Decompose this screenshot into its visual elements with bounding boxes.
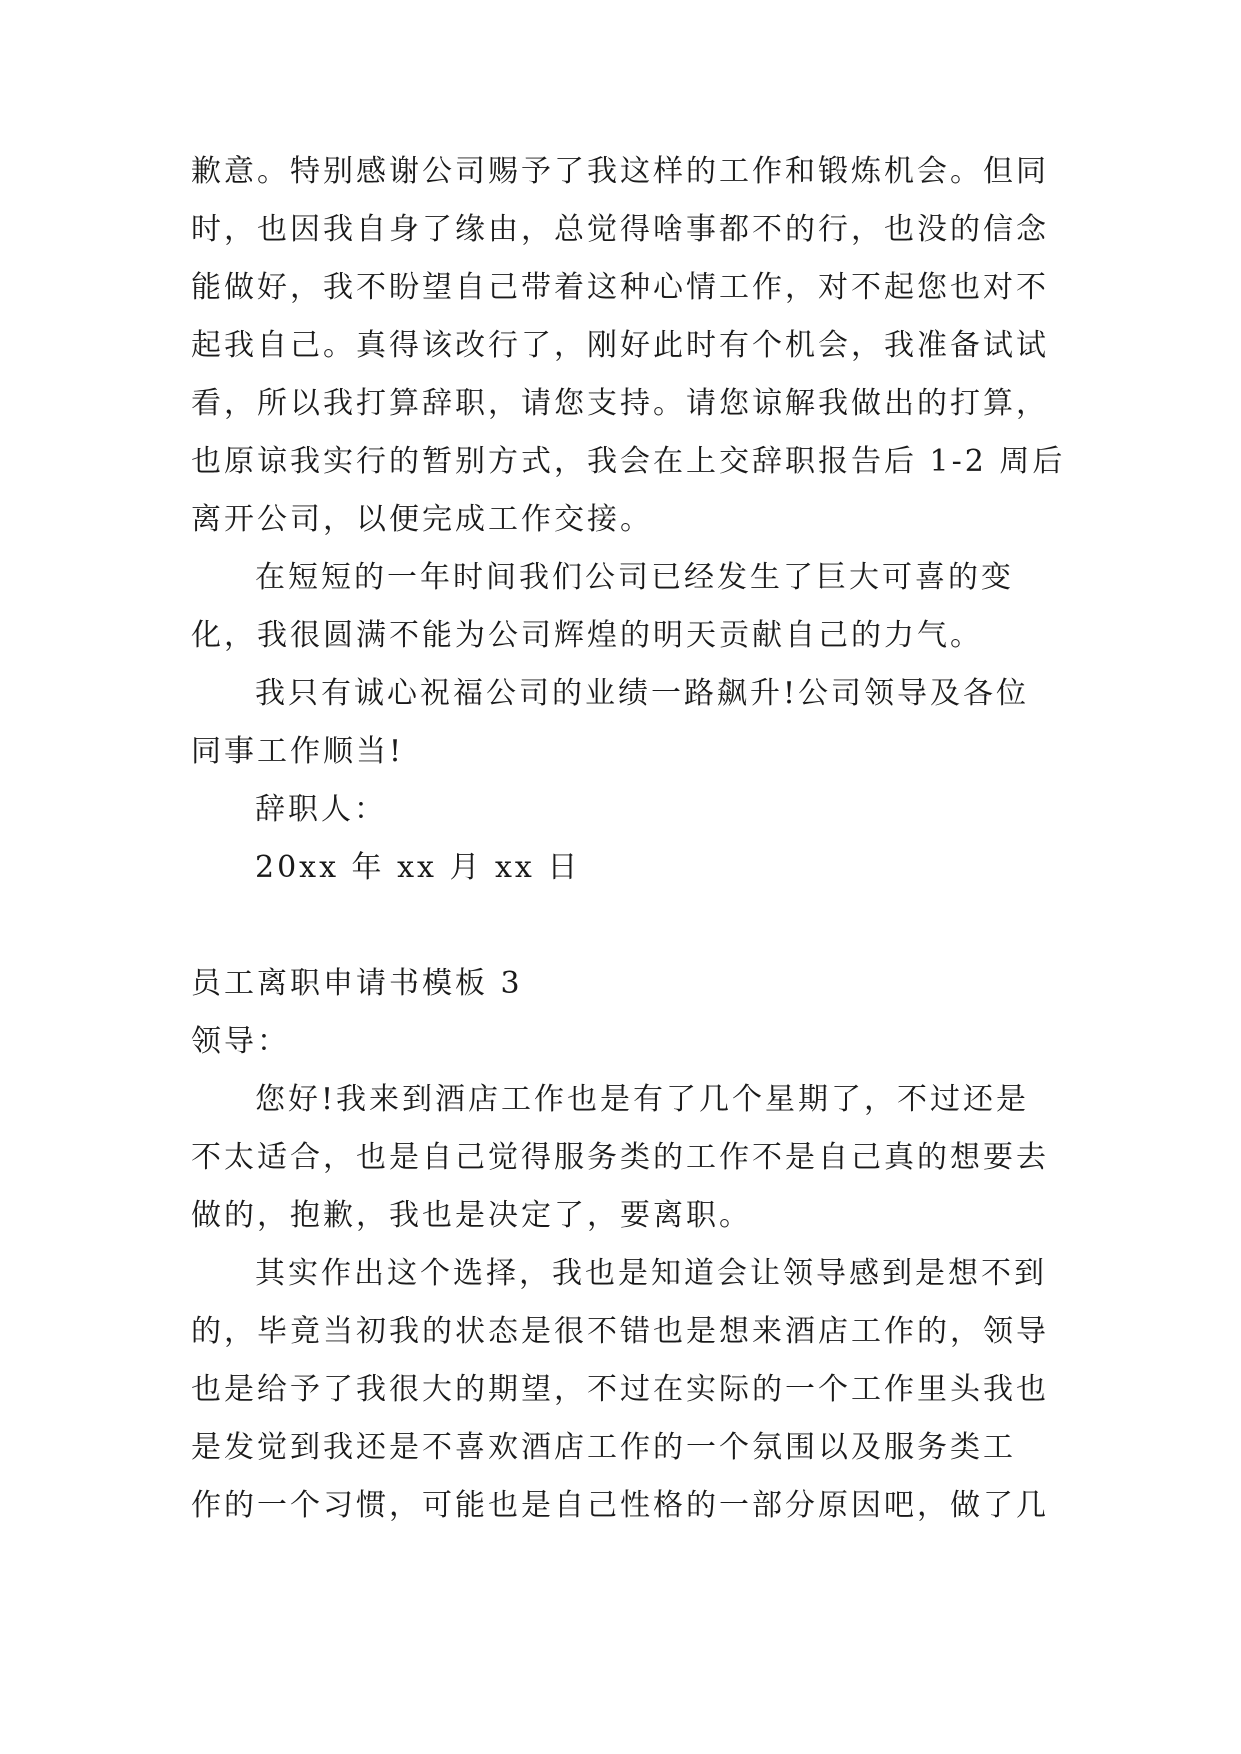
paragraph-line: 也是给予了我很大的期望，不过在实际的一个工作里头我也 — [191, 1372, 1049, 1407]
paragraph-line: 起我自己。真得该改行了，刚好此时有个机会，我准备试试 — [191, 328, 1049, 363]
blank-line — [191, 897, 1051, 955]
paragraph-line: 不太适合，也是自己觉得服务类的工作不是自己真的想要去 — [191, 1140, 1049, 1175]
salutation: 领导： — [191, 1024, 290, 1059]
paragraph-line: 化，我很圆满不能为公司辉煌的明天贡献自己的力气。 — [191, 618, 983, 653]
paragraph-line: 也原谅我实行的暂别方式，我会在上交辞职报告后 1-2 周后 — [191, 444, 1066, 479]
section-title: 员工离职申请书模板 3 — [191, 966, 523, 1001]
paragraph-line: 看，所以我打算辞职，请您支持。请您谅解我做出的打算， — [191, 386, 1049, 421]
paragraph-line: 离开公司，以便完成工作交接。 — [191, 502, 653, 537]
paragraph-line: 时，也因我自身了缘由，总觉得啥事都不的行，也没的信念 — [191, 212, 1049, 247]
document-body — [191, 143, 1066, 1535]
paragraph-line: 作的一个习惯，可能也是自己性格的一部分原因吧，做了几 — [191, 1488, 1049, 1523]
paragraph-line: 我只有诚心祝福公司的业绩一路飙升!公司领导及各位 — [255, 676, 1030, 711]
paragraph-line: 其实作出这个选择，我也是知道会让领导感到是想不到 — [255, 1256, 1047, 1291]
paragraph-line: 歉意。特别感谢公司赐予了我这样的工作和锻炼机会。但同 — [191, 154, 1049, 189]
paragraph-line: 您好!我来到酒店工作也是有了几个星期了，不过还是 — [255, 1082, 1030, 1117]
paragraph-line: 的，毕竟当初我的状态是很不错也是想来酒店工作的，领导 — [191, 1314, 1049, 1349]
paragraph-line: 同事工作顺当! — [191, 734, 405, 769]
paragraph-line: 做的，抱歉，我也是决定了，要离职。 — [191, 1198, 752, 1233]
paragraph-line: 是发觉到我还是不喜欢酒店工作的一个氛围以及服务类工 — [191, 1430, 1016, 1465]
signature-date: 20xx 年 xx 月 xx 日 — [255, 850, 581, 885]
paragraph-line: 能做好，我不盼望自己带着这种心情工作，对不起您也对不 — [191, 270, 1049, 305]
paragraph-line: 在短短的一年时间我们公司已经发生了巨大可喜的变 — [255, 560, 1014, 595]
signature-label: 辞职人： — [255, 792, 387, 827]
